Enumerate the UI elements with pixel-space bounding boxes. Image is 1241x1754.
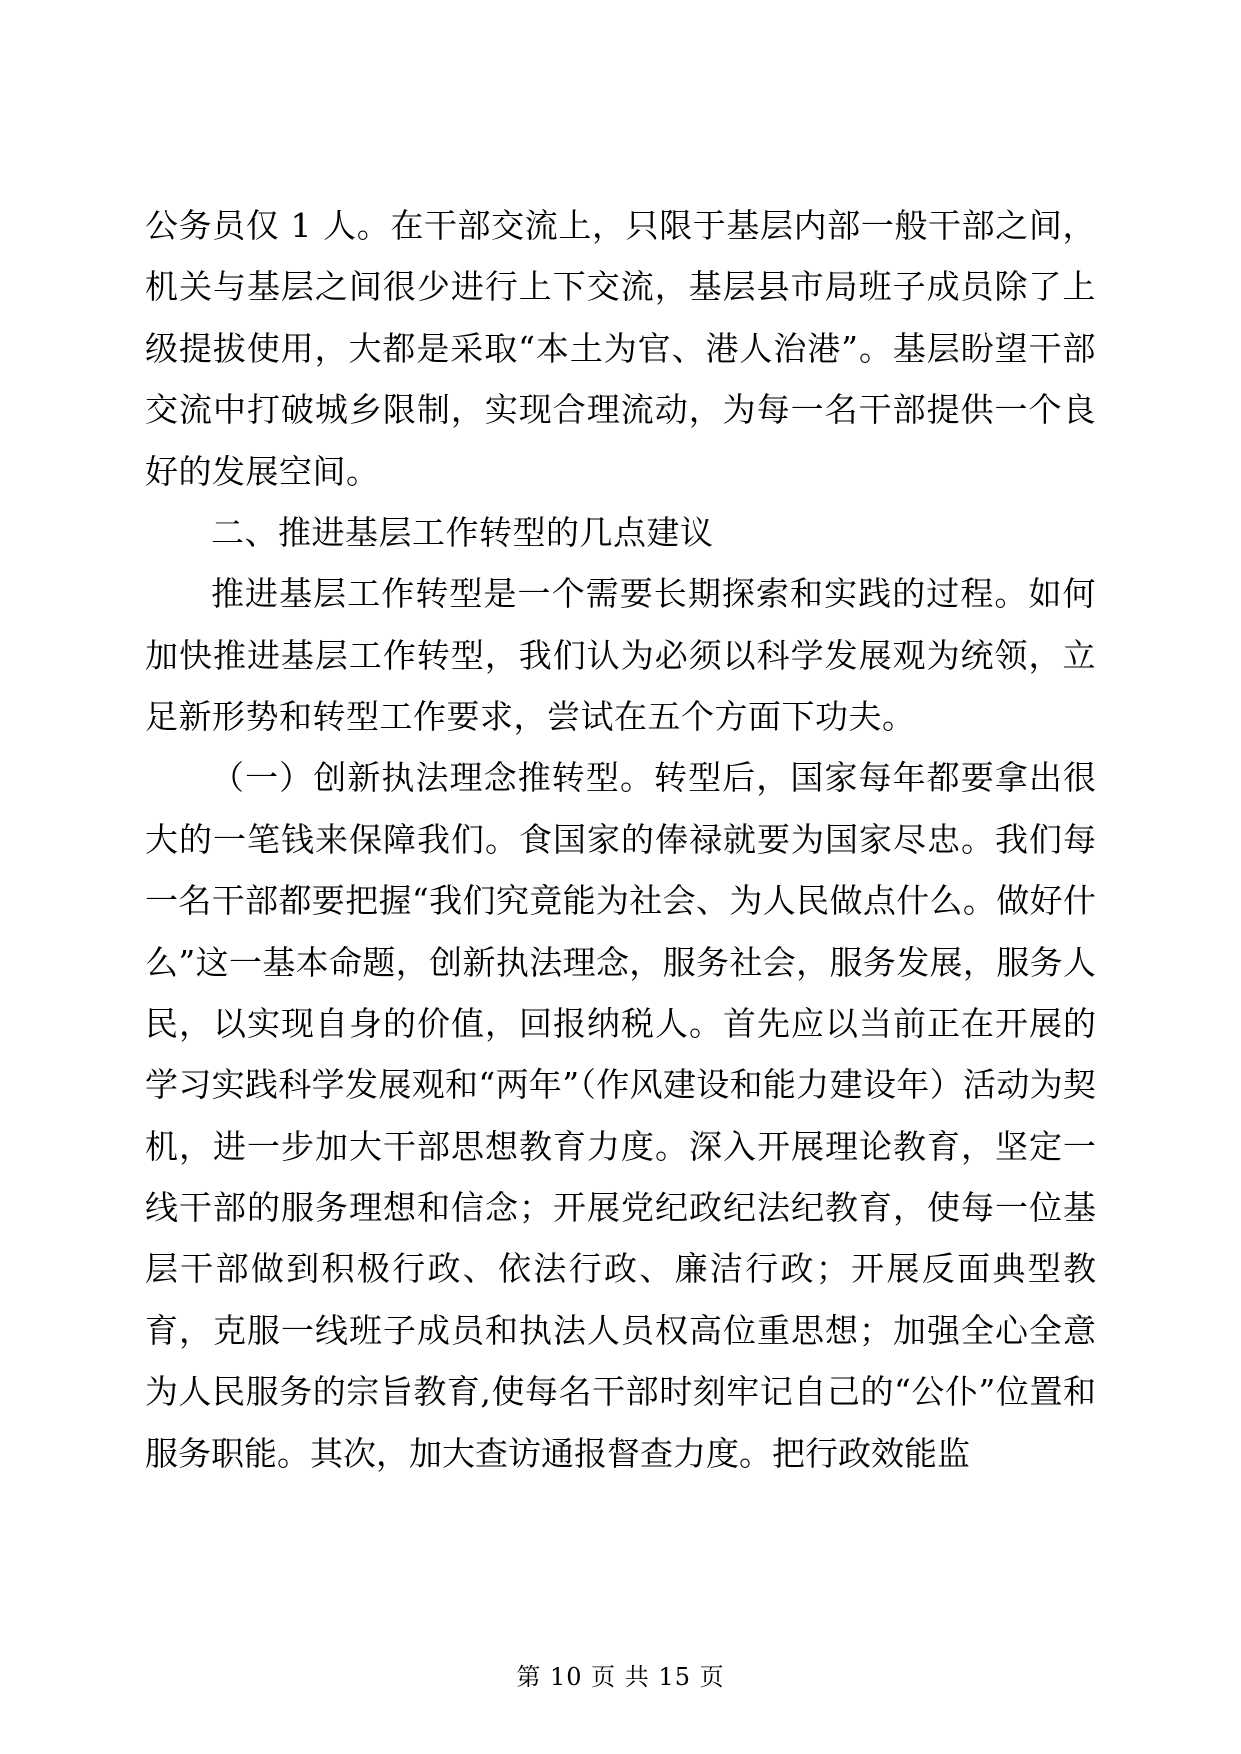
paragraph-4: （一）创新执法理念推转型。转型后，国家每年都要拿出很大的一笔钱来保障我们。食国家的俸禄就要为国家尽忠。我们每一名干部都要把握“我们究竟能为社会、为人民做点什么。做好什么”这一基本命题，创新执法理念，服务社会，服务发展，服务人民，以实现自身的价值，回报纳税人。首先应以当前正在开展的学习实践科学发展观和“两年”（作风建设和能力建设年）活动为契机，进一步加大干部思想教育力度。深入开展理论教育，坚定一线干部的服务理想和信念；开展党纪政纪法纪教育，使每一位基层干部做到积极行政、依法行政、廉洁行政；开展反面典型教育，克服一线班子成员和执法人员权高位重思想；加强全心全意为人民服务的宗旨教育,使每名干部时刻牢记自己的“公仆”位置和服务职能。其次，加大查访通报督查力度。把行政效能监	[145, 758, 1096, 1473]
section-heading-2: 二、推进基层工作转型的几点建议	[211, 512, 714, 552]
page-footer: 第 10 页 共 15 页	[516, 1663, 725, 1691]
paragraph-1: 公务员仅 1 人。在干部交流上，只限于基层内部一般干部之间，机关与基层之间很少进行上下交流，基层县市局班子成员除了上级提拔使用，大都是采取“本土为官、港人治港”。基层盼望干部交流中打破城乡限制，实现合理流动，为每一名干部提供一个良好的发展空间。	[145, 206, 1096, 491]
document-body	[145, 195, 1096, 1484]
paragraph-3: 推进基层工作转型是一个需要长期探索和实践的过程。如何加快推进基层工作转型，我们认为必须以科学发展观为统领，立足新形势和转型工作要求，尝试在五个方面下功夫。	[145, 574, 1096, 736]
